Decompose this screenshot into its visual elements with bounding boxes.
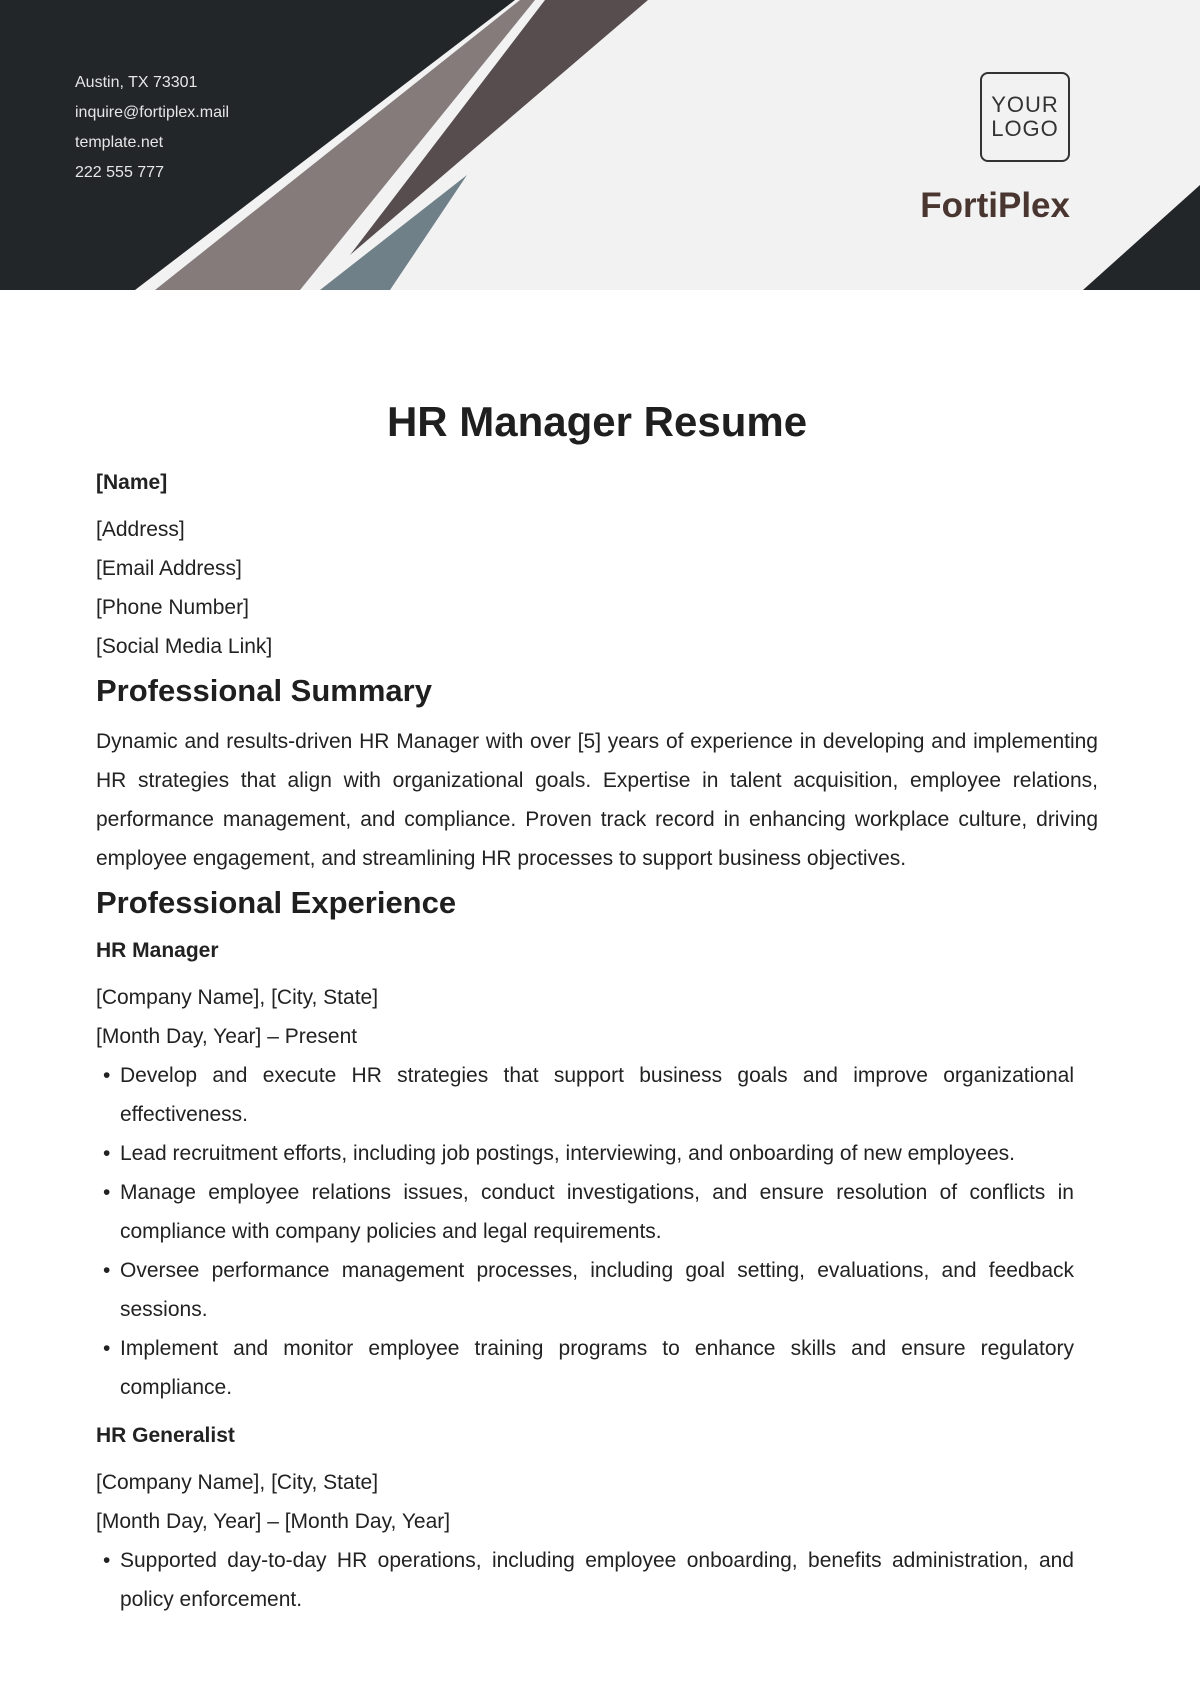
job-company: [Company Name], [City, State] <box>96 1471 379 1494</box>
resume-body <box>96 392 1098 1619</box>
candidate-address: [Address] <box>96 518 185 541</box>
header-address: Austin, TX 73301 <box>75 74 198 91</box>
job-title: HR Manager <box>96 939 219 962</box>
header-email[interactable]: inquire@fortiplex.mail <box>75 104 230 121</box>
candidate-email: [Email Address] <box>96 557 242 580</box>
job-dates: [Month Day, Year] – [Month Day, Year] <box>96 1510 451 1533</box>
candidate-social-link: [Social Media Link] <box>96 635 273 658</box>
logo-text-line2: LOGO <box>991 116 1059 141</box>
job-dates: [Month Day, Year] – Present <box>96 1025 358 1048</box>
header-phone: 222 555 777 <box>75 164 164 181</box>
job-bullet: • Lead recruitment efforts, including job postings, interviewing, and onboarding of new employees. <box>96 1134 1074 1173</box>
job-bullet: • Oversee performance management processes, including goal setting, evaluations, and feedback sessions. <box>96 1251 1074 1329</box>
summary-text: Dynamic and results-driven HR Manager with over [5] years of experience in developing and implementing HR strategies that align with organizational goals. Expertise in talent acquisition, employee relations, performance management, and compliance. Proven track record in enhancing workplace culture, driving employee engagement, and streamlining HR processes to support business objectives. <box>96 730 1098 870</box>
job-company: [Company Name], [City, State] <box>96 986 379 1009</box>
page-title: HR Manager Resume <box>386 398 808 445</box>
job-entry <box>96 1423 1098 1619</box>
company-name: FortiPlex <box>920 186 1070 225</box>
header-contact <box>75 68 229 188</box>
job-bullet: • Manage employee relations issues, conduct investigations, and ensure resolution of conflicts in compliance with company policies and legal requirements. <box>96 1173 1074 1251</box>
logo-text-line1: YOUR <box>991 92 1059 117</box>
experience-heading: Professional Experience <box>96 885 457 920</box>
header-website[interactable]: template.net <box>75 134 164 151</box>
job-bullet: • Implement and monitor employee training programs to enhance skills and ensure regulatory compliance. <box>96 1329 1074 1407</box>
job-bullet: • Supported day-to-day HR operations, including employee onboarding, benefits administration, and policy enforcement. <box>96 1541 1074 1619</box>
header-banner <box>0 0 1200 290</box>
job-bullets <box>96 1541 1074 1619</box>
job-bullet: • Develop and execute HR strategies that support business goals and improve organizational effectiveness. <box>96 1056 1074 1134</box>
job-title: HR Generalist <box>96 1424 235 1447</box>
summary-heading: Professional Summary <box>96 673 432 708</box>
logo-placeholder <box>980 72 1070 162</box>
candidate-phone: [Phone Number] <box>96 596 249 619</box>
job-entry <box>96 938 1098 1407</box>
candidate-name: [Name] <box>96 471 168 494</box>
job-bullets <box>96 1056 1074 1407</box>
